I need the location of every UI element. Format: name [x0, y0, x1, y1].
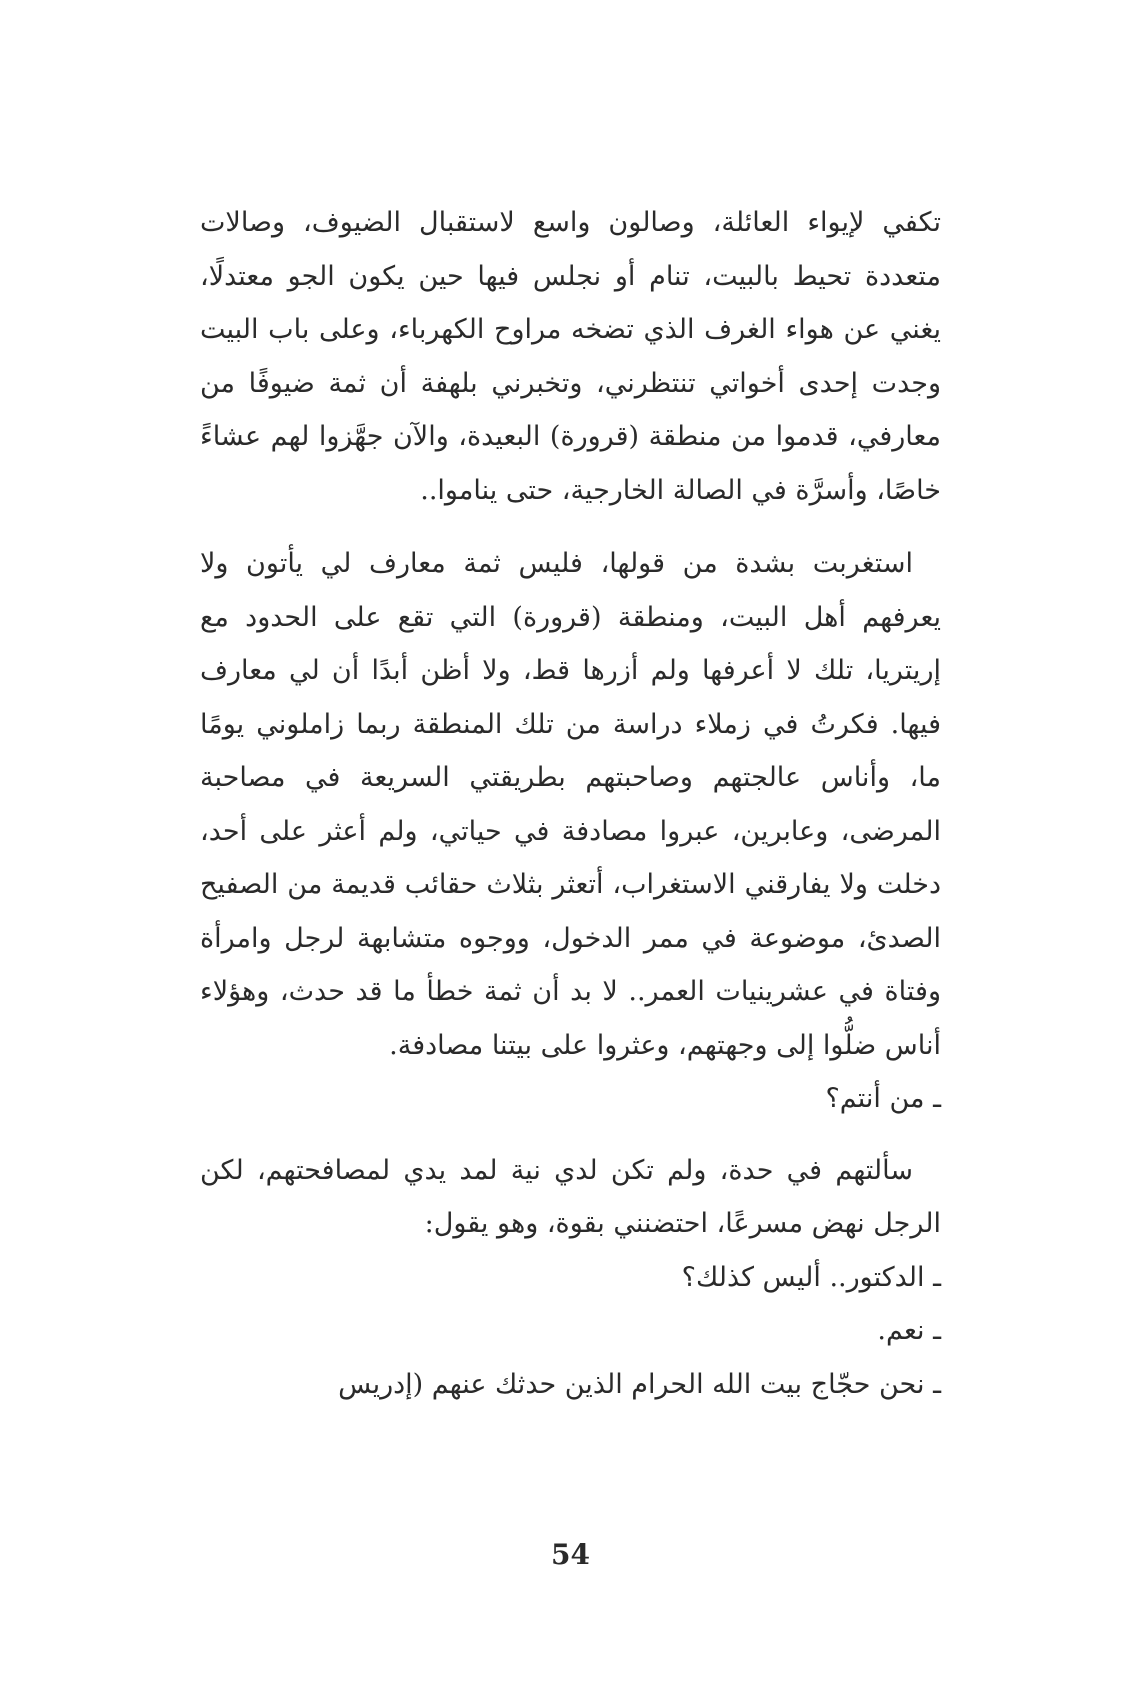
- paragraph-2: استغربت بشدة من قولها، فليس ثمة معارف لي يأتون ولا يعرفهم أهل البيت، ومنطقة (قرورة) التي تقع على الحدود مع إريتريا، تلك لا أعرفها ولم أزرها قط، ولا أظن أبدًا أن لي معارف فيها. فكرتُ في زملاء دراسة من تلك المنطقة ربما زاملوني يومًا ما، وأناس عالجتهم وصاحبتهم بطريقتي السريعة في مصاحبة المرضى، وعابرين، عبروا مصادفة في حياتي، ولم أعثر على أحد، دخلت ولا يفارقني الاستغراب، أتعثر بثلاث حقائب قديمة من الصفيح الصدئ، موضوعة في ممر الدخول، ووجوه متشابهة لرجل وامرأة وفتاة في عشرينيات العمر.. لا بد أن ثمة خطأ ما قد حدث، وهؤلاء أناس ضلُّوا إلى وجهتهم، وعثروا على بيتنا مصادفة.: [200, 548, 941, 1061]
- dialogue-line-who-are-you: ـ من أنتم؟: [825, 1083, 941, 1114]
- paragraph-1: تكفي لإيواء العائلة، وصالون واسع لاستقبال الضيوف، وصالات متعددة تحيط بالبيت، تنام أو نجلس فيها حين يكون الجو معتدلًا، يغني عن هواء الغرف الذي تضخه مراوح الكهرباء، وعلى باب البيت وجدت إحدى أخواتي تنتظرني، وتخبرني بلهفة أن ثمة ضيوفًا من معارفي، قدموا من منطقة (قرورة) البعيدة، والآن جهَّزوا لهم عشاءً خاصًا، وأسرَّة في الصالة الخارجية، حتى يناموا..: [200, 207, 941, 506]
- page-number: 54: [551, 1538, 590, 1571]
- dialogue-line-doctor: ـ الدكتور.. أليس كذلك؟: [681, 1261, 941, 1293]
- body-text: [200, 196, 941, 1411]
- dialogue-line-pilgrims: ـ نحن حجّاج بيت الله الحرام الذين حدثك عنهم (إدريس: [338, 1368, 941, 1400]
- paragraph-3: سألتهم في حدة، ولم تكن لدي نية لمد يدي لمصافحتهم، لكن الرجل نهض مسرعًا، احتضنني بقوة، وهو يقول:: [200, 1154, 941, 1239]
- dialogue-line-yes: ـ نعم.: [877, 1315, 941, 1346]
